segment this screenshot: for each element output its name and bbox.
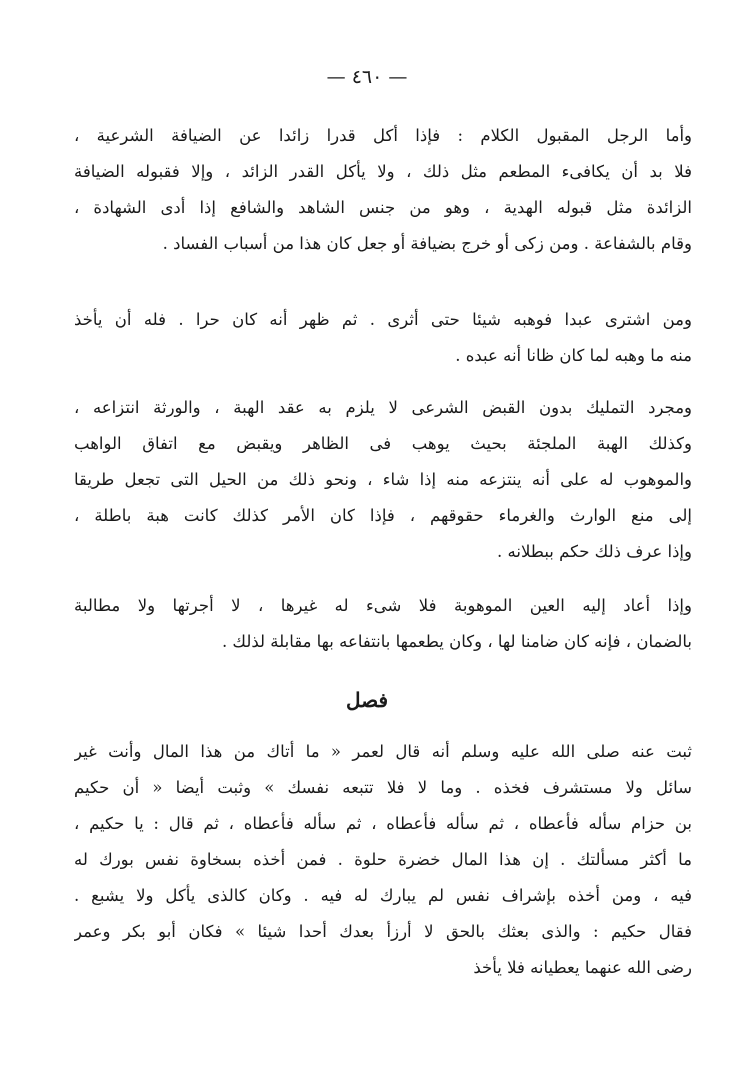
text-line: بالضمان ، فإنه كان ضامنا لها ، وكان يطعمها بانتفاعه بها مقابلة لذلك . bbox=[221, 632, 692, 651]
text-line: وكذلك الهبة الملجئة بحيث يوهب فى الظاهر ويقبض مع اتفاق الواهب bbox=[74, 434, 692, 453]
text-line: وإذا عرف ذلك حكم ببطلانه . bbox=[497, 542, 692, 561]
paragraph-2 bbox=[74, 302, 692, 374]
text-line: بن حزام سأله فأعطاه ، ثم سأله فأعطاه ، ثم سأله فأعطاه ، ثم قال : يا حكيم ، bbox=[74, 814, 692, 833]
text-line: ما أكثر مسألتك . إن هذا المال خضرة حلوة . فمن أخذه بسخاوة نفس بورك له bbox=[74, 850, 692, 869]
paragraph-3 bbox=[74, 390, 692, 570]
page-number: — ٤٦٠ — bbox=[326, 66, 408, 88]
text-line: فقال حكيم : والذى بعثك بالحق لا أرزأ بعدك أحدا شيئا » فكان أبو بكر وعمر bbox=[74, 922, 692, 941]
text-line: فلا بد أن يكافىء المطعم مثل ذلك ، ولا يأكل القدر الزائد ، وإلا فقبوله الضيافة bbox=[74, 162, 692, 181]
text-line: منه ما وهبه لما كان ظانا أنه عبده . bbox=[455, 346, 692, 365]
text-line: ومن اشترى عبدا فوهبه شيئا حتى أثرى . ثم ظهر أنه كان حرا . فله أن يأخذ bbox=[74, 310, 692, 329]
text-line: والموهوب له على أنه ينتزعه منه إذا شاء ، ونحو ذلك من الحيل التى تجعل طريقا bbox=[74, 470, 692, 489]
text-line: وقام بالشفاعة . ومن زكى أو خرج بضيافة أو جعل كان هذا من أسباب الفساد . bbox=[162, 234, 692, 253]
text-line: ثبت عنه صلى الله عليه وسلم أنه قال لعمر « ما أتاك من هذا المال وأنت غير bbox=[74, 742, 692, 761]
text-line: وإذا أعاد إليه العين الموهوبة فلا شىء له غيرها ، لا أجرتها ولا مطالبة bbox=[74, 596, 692, 615]
text-line: سائل ولا مستشرف فخذه . وما لا فلا تتبعه نفسك » وثبت أيضا « أن حكيم bbox=[74, 778, 692, 797]
section-heading: فصل bbox=[345, 688, 389, 712]
text-line: وأما الرجل المقبول الكلام : فإذا أكل قدرا زائدا عن الضيافة الشرعية ، bbox=[74, 126, 692, 145]
paragraph-1 bbox=[74, 118, 692, 262]
section-paragraph bbox=[74, 734, 692, 986]
paragraph-4 bbox=[74, 588, 692, 660]
text-line: رضى الله عنهما يعطيانه فلا يأخذ bbox=[473, 958, 692, 977]
text-line: فيه ، ومن أخذه بإشراف نفس لم يبارك له فيه . وكان كالذى يأكل ولا يشبع . bbox=[74, 886, 692, 905]
text-line: الزائدة مثل قبوله الهدية ، وهو من جنس الشاهد والشافع إذا أدى الشهادة ، bbox=[74, 198, 692, 217]
text-line: إلى منع الوارث والغرماء حقوقهم ، فإذا كان الأمر كذلك كانت هبة باطلة ، bbox=[74, 506, 692, 525]
text-line: ومجرد التمليك بدون القبض الشرعى لا يلزم به عقد الهبة ، والورثة انتزاعه ، bbox=[74, 398, 692, 417]
